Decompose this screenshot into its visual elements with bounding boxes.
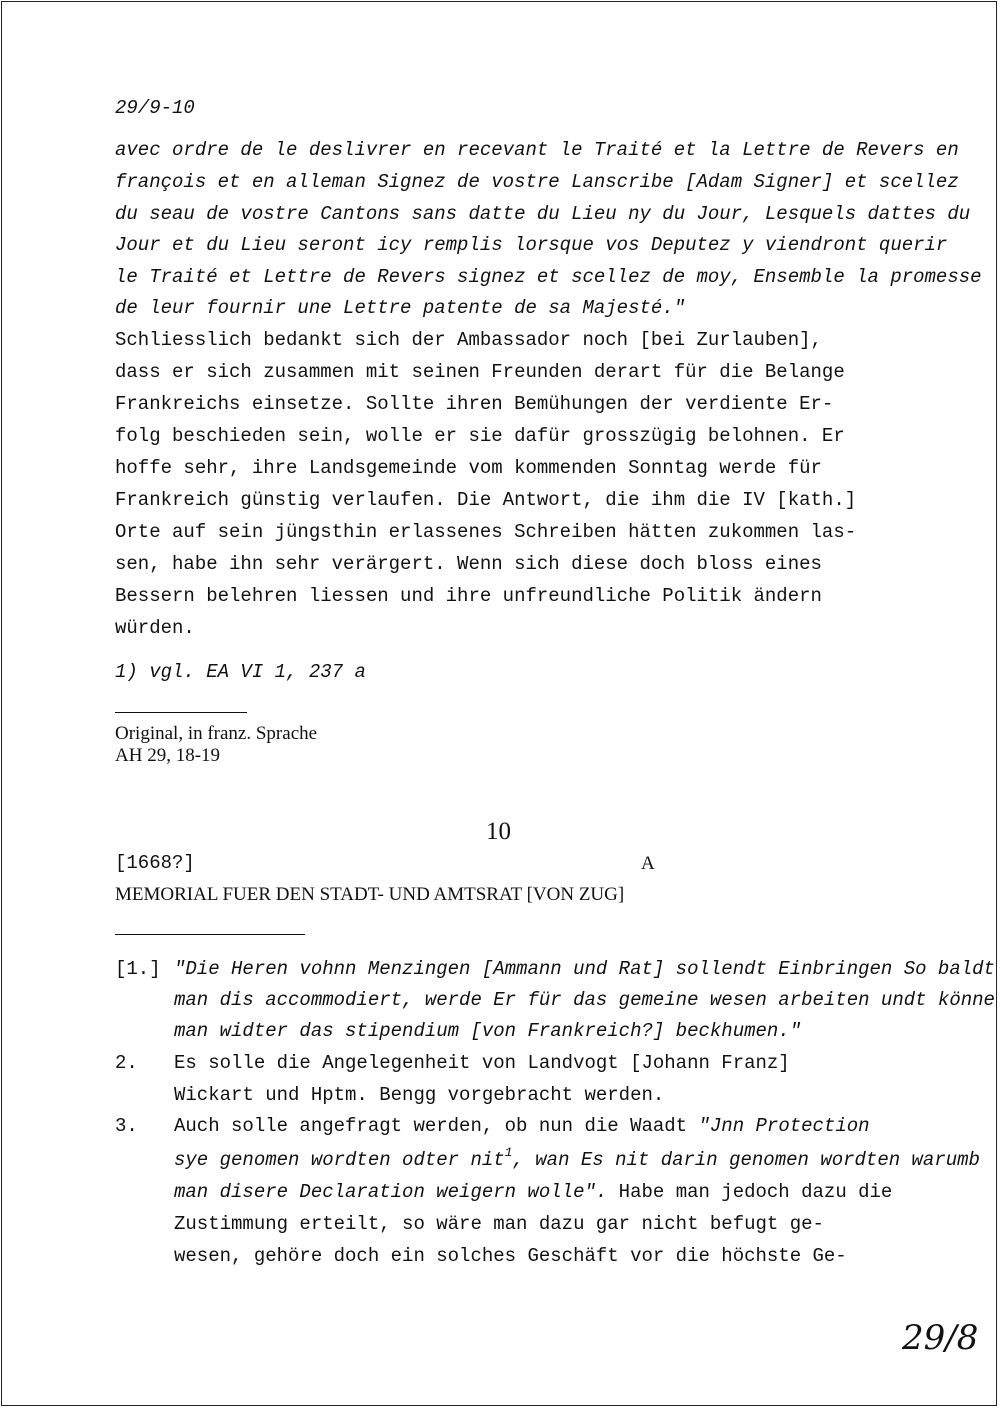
document-number: 10 [486,818,511,845]
french-quote-line: du seau de vostre Cantons sans datte du Lieu ny du Jour, Lesquels dattes du [115,203,971,225]
document-title: MEMORIAL FUER DEN STADT- UND AMTSRAT [VON ZUG] [115,884,625,905]
item-text-part: , wan Es nit darin genomen wordten warumb [512,1149,980,1171]
item-text-part: sye genomen wordten odter nit [174,1149,505,1171]
item-marker: 3. [115,1115,138,1137]
source-note-line: AH 29, 18-19 [115,745,221,766]
item-text-line: man widter das stipendium [von Frankreich?] beckhumen." [174,1020,802,1042]
divider [115,934,305,935]
document-type: A [641,853,655,874]
body-text-line: Orte auf sein jüngsthin erlassenes Schreiben hätten zukommen las- [115,521,857,543]
footnote: 1) vgl. EA VI 1, 237 a [115,661,366,683]
item-text-line: wesen, gehöre doch ein solches Geschäft vor die höchste Ge- [174,1245,847,1267]
item-text-line [174,1145,980,1174]
body-text-line: dass er sich zusammen mit seinen Freunden derart für die Belange [115,361,845,383]
body-text-line: Frankreich günstig verlaufen. Die Antwort, die ihm die IV [kath.] [115,489,857,511]
body-text-line: Bessern belehren liessen und ihre unfreundliche Politik ändern [115,585,822,607]
item-text-line: man dis accommodiert, werde Er für das gemeine wesen arbeiten undt könne [174,989,995,1011]
body-text-line: Frankreichs einsetze. Sollte ihren Bemühungen der verdiente Er- [115,393,834,415]
item-text-line: "Die Heren vohnn Menzingen [Ammann und Rat] sollendt Einbringen So baldt [174,958,995,980]
french-quote-line: avec ordre de le deslivrer en recevant le Traité et la Lettre de Revers en [115,139,959,161]
french-quote-line: le Traité et Lettre de Revers signez et scellez de moy, Ensemble la promesse [115,266,982,288]
body-text-line: folg beschieden sein, wolle er sie dafür grosszügig belohnen. Er [115,425,845,447]
body-text-line: Schliesslich bedankt sich der Ambassador noch [bei Zurlauben], [115,329,822,351]
body-text-line: hoffe sehr, ihre Landsgemeinde vom kommenden Sonntag werde für [115,457,822,479]
item-marker: [1.] [115,958,161,980]
french-quote-line: Jour et du Lieu seront icy remplis lorsque vos Deputez y viendront querir [115,234,948,256]
body-text-line: sen, habe ihn sehr verärgert. Wenn sich diese doch bloss eines [115,553,822,575]
footnote-marker: 1 [504,1145,513,1160]
item-text-line: Wickart und Hptm. Bengg vorgebracht werden. [174,1084,665,1106]
item-quote-part: man disere Declaration weigern wolle". [174,1181,608,1203]
item-text-part: Habe man jedoch dazu die [607,1181,893,1203]
item-marker: 2. [115,1052,138,1074]
item-text-part: Auch solle angefragt werden, ob nun die Waadt [174,1115,699,1137]
body-text-line: würden. [115,617,195,639]
divider [115,712,247,713]
handwritten-page-number: 29/8 [902,1318,979,1358]
item-text-line [174,1180,892,1204]
item-quote-part: "Jnn Protection [698,1115,870,1137]
page-reference: 29/9-10 [115,97,195,119]
item-text-line: Zustimmung erteilt, so wäre man dazu gar nicht befugt ge- [174,1213,824,1235]
french-quote-line: françois et en alleman Signez de vostre Lanscribe [Adam Signer] et scellez [115,171,959,193]
source-note-line: Original, in franz. Sprache [115,723,318,744]
item-text-line: Es solle die Angelegenheit von Landvogt [Johann Franz] [174,1052,790,1074]
document-date: [1668?] [115,852,195,874]
french-quote-line: de leur fournir une Lettre patente de sa Majesté." [115,297,686,319]
item-text-line [174,1114,870,1138]
